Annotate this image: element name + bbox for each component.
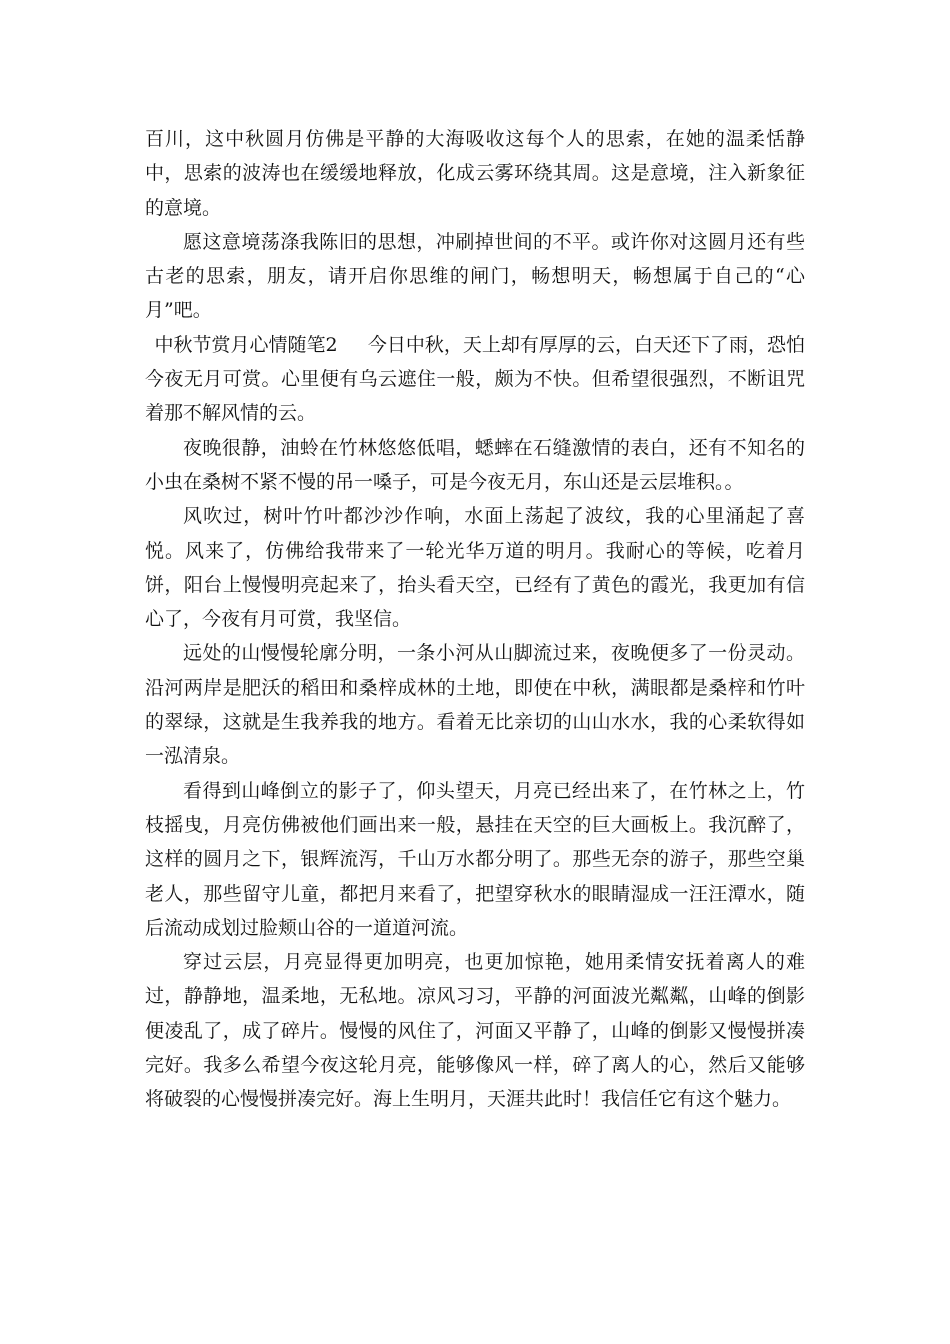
paragraph-3-text: 今日中秋，天上却有厚厚的云，白天还下了雨，恐怕今夜无月可赏。心里便有乌云遮住一般，颇为不快。但希望很强烈，不断诅咒着那不解风情的云。 — [145, 333, 805, 425]
paragraph-1: 百川，这中秋圆月仿佛是平静的大海吸收这每个人的思索，在她的温柔恬静中，思索的波涛也在缓缓地释放，化成云雾环绕其周。这是意境，注入新象征的意境。 — [145, 128, 805, 219]
paragraph-4: 夜晚很静，油蛉在竹林悠悠低唱，蟋蟀在石缝激情的表白，还有不知名的小虫在桑树不紧不慢的吊一嗓子，可是今夜无月，东山还是云层堆积。。 — [145, 436, 805, 493]
paragraph-2: 愿这意境荡涤我陈旧的思想，冲刷掉世间的不平。或许你对这圆月还有些古老的思索，朋友，请开启你思维的闸门，畅想明天，畅想属于自己的“心月”吧。 — [145, 230, 805, 322]
paragraph-5: 风吹过，树叶竹叶都沙沙作响，水面上荡起了波纹，我的心里涌起了喜悦。风来了，仿佛给我带来了一轮光华万道的明月。我耐心的等候，吃着月饼，阳台上慢慢明亮起来了，抬头看天空，已经有了黄色的霞光，我更加有信心了，今夜有月可赏，我坚信。 — [145, 505, 805, 631]
paragraph-6: 远处的山慢慢轮廓分明，一条小河从山脚流过来，夜晚便多了一份灵动。沿河两岸是肥沃的稻田和桑梓成林的土地，即使在中秋，满眼都是桑梓和竹叶的翠绿，这就是生我养我的地方。看着无比亲切的山山水水，我的心柔软得如一泓清泉。 — [145, 642, 805, 768]
paragraph-8: 穿过云层，月亮显得更加明亮，也更加惊艳，她用柔情安抚着离人的难过，静静地，温柔地，无私地。凉风习习，平静的河面波光粼粼，山峰的倒影便凌乱了，成了碎片。慢慢的风住了，河面又平静了，山峰的倒影又慢慢拼凑完好。我多么希望今夜这轮月亮，能够像风一样，碎了离人的心，然后又能够将破裂的心慢慢拼凑完好。海上生明月，天涯共此时！我信任它有这个魅力。 — [145, 951, 805, 1111]
paragraph-7: 看得到山峰倒立的影子了，仰头望天，月亮已经出来了，在竹林之上，竹枝摇曳，月亮仿佛被他们画出来一般，悬挂在天空的巨大画板上。我沉醉了，这样的圆月之下，银辉流泻，千山万水都分明了。那些无奈的游子，那些空巢老人，那些留守儿童，都把月来看了，把望穿秋水的眼睛湿成一汪汪潭水，随后流动成划过脸颊山谷的一道道河流。 — [145, 779, 805, 939]
paragraph-3 — [145, 328, 805, 431]
essay-body — [145, 122, 805, 1117]
section-title: 中秋节赏月心情随笔2 — [154, 333, 338, 356]
